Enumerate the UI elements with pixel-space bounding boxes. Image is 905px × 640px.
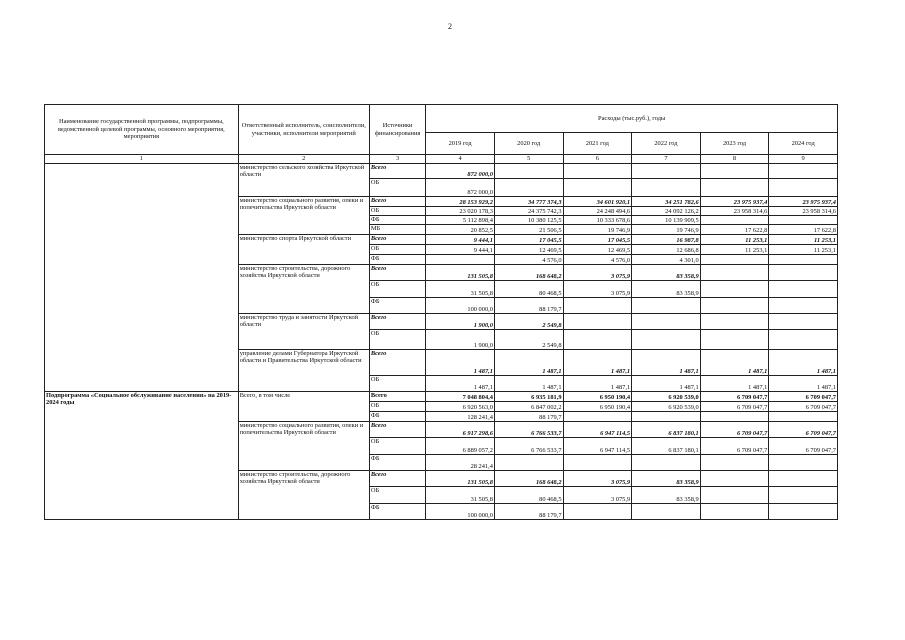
source-cell: ФБ [369,455,425,471]
header-year: 2021 год [563,133,632,155]
value-cell: 88 179,7 [494,412,563,422]
value-cell: 6 950 190,4 [563,392,632,402]
value-cell [700,179,769,197]
value-cell: 128 241,4 [426,412,495,422]
value-cell [700,265,769,281]
value-cell: 80 468,5 [494,487,563,504]
value-cell [700,281,769,298]
value-cell [700,330,769,350]
value-cell: 2 549,8 [494,314,563,330]
value-cell: 1 487,1 [563,350,632,376]
source-cell: Всего [369,350,425,376]
value-cell [700,255,769,265]
value-cell [632,314,701,330]
value-cell [494,179,563,197]
value-cell: 17 045,5 [494,235,563,245]
value-cell: 1 487,1 [494,376,563,392]
value-cell [563,164,632,179]
value-cell: 6 709 047,7 [700,392,769,402]
value-cell [769,179,838,197]
value-cell [700,314,769,330]
value-cell: 10 139 909,5 [632,216,701,225]
value-cell: 168 648,2 [494,265,563,281]
value-cell: 19 746,9 [632,225,701,235]
value-cell: 23 020 178,3 [426,207,495,216]
value-cell [700,455,769,471]
value-cell [494,455,563,471]
source-cell: ОБ [369,376,425,392]
executor-cell: министерство сельского хозяйства Иркутской области [238,164,369,197]
value-cell [769,504,838,520]
value-cell: 3 075,9 [563,281,632,298]
value-cell: 6 920 539,0 [632,392,701,402]
source-cell: ОБ [369,330,425,350]
table-body [45,164,838,520]
col-number: 2 [238,155,369,164]
value-cell [769,455,838,471]
value-cell: 4 576,0 [494,255,563,265]
value-cell [563,179,632,197]
value-cell [632,455,701,471]
value-cell: 6 847 002,2 [494,402,563,412]
source-cell: Всего [369,265,425,281]
value-cell: 7 048 804,4 [426,392,495,402]
table-row [45,392,838,402]
header-expenses: Расходы (тыс.руб.), годы [426,105,838,133]
col-number: 1 [45,155,239,164]
value-cell [563,330,632,350]
value-cell: 3 075,9 [563,471,632,487]
value-cell: 1 487,1 [632,376,701,392]
value-cell: 34 777 374,3 [494,197,563,207]
value-cell: 34 251 782,6 [632,197,701,207]
value-cell [700,412,769,422]
value-cell: 4 301,0 [632,255,701,265]
value-cell: 28 241,4 [426,455,495,471]
value-cell: 88 179,7 [494,298,563,314]
value-cell: 11 253,1 [769,245,838,255]
value-cell: 23 958 314,6 [700,207,769,216]
col-number: 4 [426,155,495,164]
value-cell: 11 253,1 [700,245,769,255]
executor-cell: управление делами Губернатора Иркутской области и Правительства Иркутской области [238,350,369,392]
header-year: 2020 год [494,133,563,155]
value-cell: 23 975 937,4 [700,197,769,207]
value-cell [700,298,769,314]
value-cell [632,164,701,179]
value-cell: 31 505,8 [426,281,495,298]
header-year: 2024 год [769,133,838,155]
source-cell: ОБ [369,179,425,197]
value-cell: 16 987,8 [632,235,701,245]
source-cell: ФБ [369,255,425,265]
value-cell [632,412,701,422]
value-cell: 6 709 047,7 [700,422,769,438]
value-cell: 3 075,9 [563,487,632,504]
value-cell: 1 487,1 [494,350,563,376]
value-cell [769,330,838,350]
value-cell [769,298,838,314]
source-cell: ОБ [369,281,425,298]
value-cell [700,216,769,225]
value-cell: 6 889 057,2 [426,438,495,455]
value-cell [769,265,838,281]
value-cell: 1 487,1 [700,376,769,392]
value-cell [563,314,632,330]
value-cell: 1 487,1 [700,350,769,376]
value-cell [700,487,769,504]
program-name-cell [45,164,239,392]
value-cell: 83 358,9 [632,471,701,487]
value-cell: 6 709 047,7 [700,438,769,455]
value-cell: 80 468,5 [494,281,563,298]
value-cell: 23 975 937,4 [769,197,838,207]
value-cell: 168 648,2 [494,471,563,487]
value-cell: 17 622,8 [769,225,838,235]
value-cell: 6 709 047,7 [769,402,838,412]
value-cell: 23 958 314,6 [769,207,838,216]
source-cell: Всего [369,164,425,179]
value-cell: 83 358,9 [632,265,701,281]
page-number: 2 [448,22,452,31]
value-cell: 872 000,0 [426,179,495,197]
value-cell: 34 601 920,1 [563,197,632,207]
value-cell [700,504,769,520]
source-cell: Всего [369,471,425,487]
value-cell [632,179,701,197]
value-cell: 24 248 494,6 [563,207,632,216]
value-cell: 19 746,9 [563,225,632,235]
value-cell: 6 837 180,1 [632,422,701,438]
value-cell: 6 709 047,7 [700,402,769,412]
header-source: Источники финансирования [369,105,425,155]
source-cell: ФБ [369,216,425,225]
value-cell [769,216,838,225]
value-cell: 1 487,1 [769,350,838,376]
value-cell: 24 375 742,3 [494,207,563,216]
value-cell: 28 153 929,2 [426,197,495,207]
source-cell: Всего [369,314,425,330]
value-cell: 88 179,7 [494,504,563,520]
header-executor: Ответственный исполнитель, соисполнители, участники, исполнители мероприятий [238,105,369,155]
value-cell: 1 487,1 [632,350,701,376]
col-number: 3 [369,155,425,164]
value-cell [769,255,838,265]
value-cell: 12 469,5 [494,245,563,255]
value-cell: 5 112 898,4 [426,216,495,225]
value-cell [426,255,495,265]
value-cell: 131 505,8 [426,471,495,487]
value-cell [769,314,838,330]
value-cell: 9 444,1 [426,245,495,255]
value-cell: 131 505,8 [426,265,495,281]
value-cell: 6 766 533,7 [494,438,563,455]
value-cell: 100 000,0 [426,298,495,314]
col-number: 8 [700,155,769,164]
col-number: 6 [563,155,632,164]
value-cell [769,412,838,422]
executor-cell: министерство строительства, дорожного хозяйства Иркутской области [238,265,369,314]
value-cell: 83 358,9 [632,281,701,298]
value-cell: 1 487,1 [426,376,495,392]
value-cell [700,164,769,179]
source-cell: ОБ [369,438,425,455]
value-cell: 6 920 539,0 [632,402,701,412]
source-cell: ОБ [369,402,425,412]
value-cell: 1 487,1 [769,376,838,392]
value-cell [632,504,701,520]
value-cell: 6 947 114,5 [563,422,632,438]
program-name-cell: Подпрограмма «Социальное обслуживание населения» на 2019-2024 годы [45,392,239,520]
executor-cell: министерство социального развития, опеки и попечительства Иркутской области [238,422,369,471]
value-cell: 100 000,0 [426,504,495,520]
executor-cell: министерство спорта Иркутской области [238,235,369,265]
header-name: Наименование государственной программы, подпрограммы, ведомственной целевой программы, основного мероприятия, мероприятия [45,105,239,155]
value-cell: 6 709 047,7 [769,438,838,455]
value-cell [632,330,701,350]
header-year: 2023 год [700,133,769,155]
source-cell: ФБ [369,412,425,422]
value-cell [494,164,563,179]
executor-cell: министерство социального развития, опеки и попечительства Иркутской области [238,197,369,235]
value-cell: 20 852,5 [426,225,495,235]
value-cell: 6 709 047,7 [769,392,838,402]
value-cell: 6 917 298,6 [426,422,495,438]
value-cell: 3 075,9 [563,265,632,281]
source-cell: Всего [369,392,425,402]
executor-cell: Всего, в том числе [238,392,369,422]
value-cell: 1 487,1 [426,350,495,376]
source-cell: ФБ [369,298,425,314]
value-cell [632,298,701,314]
value-cell: 1 900,0 [426,330,495,350]
value-cell: 31 505,8 [426,487,495,504]
value-cell: 21 506,5 [494,225,563,235]
value-cell [563,455,632,471]
value-cell [769,471,838,487]
budget-table [44,104,838,520]
value-cell: 2 549,8 [494,330,563,350]
value-cell: 6 709 047,7 [769,422,838,438]
value-cell: 17 045,5 [563,235,632,245]
value-cell: 83 358,9 [632,487,701,504]
value-cell [769,281,838,298]
value-cell [769,164,838,179]
value-cell: 1 487,1 [563,376,632,392]
executor-cell: министерство труда и занятости Иркутской области [238,314,369,350]
value-cell [769,487,838,504]
source-cell: Всего [369,235,425,245]
source-cell: Всего [369,422,425,438]
table-row [45,164,838,179]
value-cell [563,412,632,422]
source-cell: ОБ [369,207,425,216]
source-cell: Всего [369,197,425,207]
value-cell: 24 092 126,2 [632,207,701,216]
value-cell: 11 253,1 [769,235,838,245]
value-cell [700,471,769,487]
value-cell: 6 837 180,1 [632,438,701,455]
value-cell: 17 622,8 [700,225,769,235]
value-cell [563,298,632,314]
value-cell: 6 950 190,4 [563,402,632,412]
value-cell: 12 686,8 [632,245,701,255]
value-cell: 10 380 125,5 [494,216,563,225]
value-cell: 6 947 114,5 [563,438,632,455]
value-cell: 6 920 563,0 [426,402,495,412]
value-cell: 6 766 533,7 [494,422,563,438]
value-cell: 1 900,0 [426,314,495,330]
value-cell: 10 333 678,6 [563,216,632,225]
header-year: 2022 год [632,133,701,155]
source-cell: ОБ [369,245,425,255]
value-cell: 9 444,1 [426,235,495,245]
col-number: 5 [494,155,563,164]
executor-cell: министерство строительства, дорожного хозяйства Иркутской области [238,471,369,520]
value-cell [563,504,632,520]
col-number: 9 [769,155,838,164]
source-cell: ОБ [369,487,425,504]
header-year: 2019 год [426,133,495,155]
source-cell: МБ [369,225,425,235]
col-number: 7 [632,155,701,164]
value-cell: 872 000,0 [426,164,495,179]
value-cell: 12 469,5 [563,245,632,255]
value-cell: 6 935 181,9 [494,392,563,402]
value-cell: 11 253,1 [700,235,769,245]
value-cell: 4 576,0 [563,255,632,265]
source-cell: ФБ [369,504,425,520]
